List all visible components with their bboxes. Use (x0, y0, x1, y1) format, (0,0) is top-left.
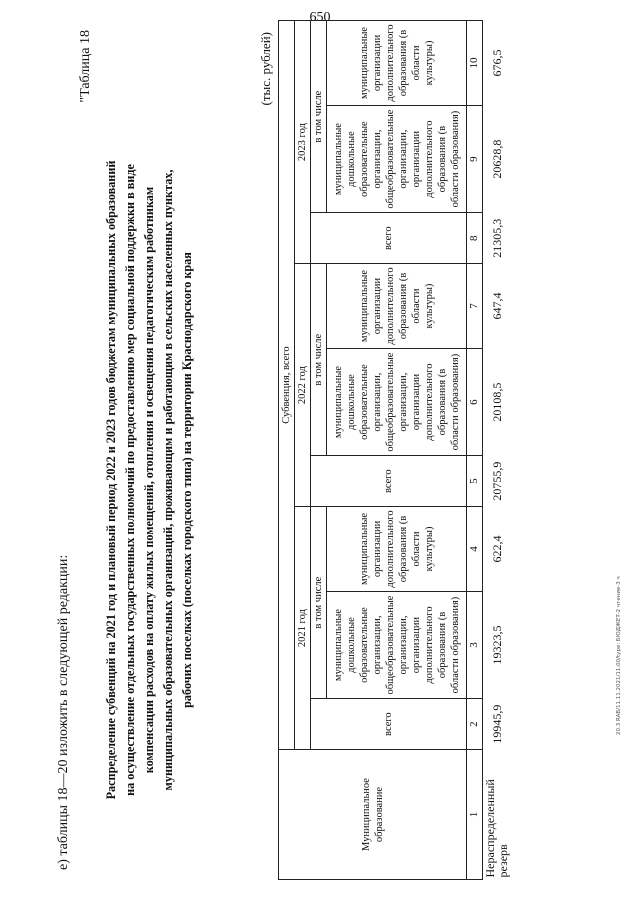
header-culture-2022: муниципальные организации дополнительного образования (в области культуры) (327, 264, 467, 349)
header-year-2021: 2021 год (295, 507, 311, 750)
col-number: 1 (467, 750, 483, 880)
col-number: 9 (467, 105, 483, 212)
header-municipality: Муниципальное образование (279, 750, 467, 880)
rotated-page (50, 20, 610, 880)
units-label: (тыс. рублей) (258, 32, 273, 106)
row-value: 20628,8 (489, 139, 504, 179)
header-including-2021: в том числе (311, 507, 327, 699)
row-value: 647,4 (489, 292, 504, 320)
row-value: 21305,3 (489, 218, 504, 258)
header-including-2022: в том числе (311, 264, 327, 456)
row-value: 622,4 (489, 535, 504, 563)
intro-line: е) таблицы 18—20 изложить в следующей редакции: (56, 554, 71, 870)
table-heading: Распределение субвенций на 2021 год и плановый период 2022 и 2023 годов бюджетам муниципальных образований на осуществление отдельных государственных полномочий по предоставлению мер социальной поддержки в виде компенсации расходов на оплату жилых помещений, отопления и освещения педагогическим работникам муниципальных образовательных организаций, проживающим и работающим в сельских населенных пунктах, рабочих поселках (поселках городского типа) на территории Краснодарского края (104, 160, 194, 800)
header-subvention-total: Субвенция, всего (279, 21, 295, 750)
header-row-1 (279, 21, 295, 880)
header-culture-2023: муниципальные организации дополнительного образования (в области культуры) (327, 21, 467, 106)
col-number: 5 (467, 456, 483, 507)
row-value: 676,5 (489, 49, 504, 77)
header-year-2023: 2023 год (295, 21, 311, 264)
col-number: 3 (467, 591, 483, 698)
header-total-2023: всего (311, 213, 467, 264)
row-value: 20108,5 (489, 382, 504, 422)
header-total-2021: всего (311, 699, 467, 750)
row-value: 20755,9 (489, 461, 504, 501)
row-name: Нераспределенный резерв (483, 779, 510, 878)
header-education-2022: муниципальные дошкольные образовательные организации, общеобразовательные организации, организации дополнительного образования (в области образования) (327, 348, 467, 455)
col-number: 7 (467, 264, 483, 349)
col-number: 2 (467, 699, 483, 750)
subvention-table (278, 20, 511, 880)
col-number: 4 (467, 507, 483, 592)
header-education-2023: муниципальные дошкольные образовательные организации, общеобразовательные организации, организации дополнительного образования (в области образования) (327, 105, 467, 212)
header-education-2021: муниципальные дошкольные образовательные организации, общеобразовательные организации, организации дополнительного образования (в области образования) (327, 591, 467, 698)
page-number: 650 (309, 10, 331, 25)
col-number: 8 (467, 213, 483, 264)
header-year-2022: 2022 год (295, 264, 311, 507)
column-number-row (467, 21, 483, 880)
header-total-2022: всего (311, 456, 467, 507)
table-row (483, 21, 512, 880)
row-value: 19945,9 (489, 704, 504, 744)
col-number: 10 (467, 21, 483, 106)
row-value: 19323,5 (489, 625, 504, 665)
col-number: 6 (467, 348, 483, 455)
table-label: "Таблица 18 (78, 30, 93, 103)
header-including-2023: в том числе (311, 21, 327, 213)
side-stamp: 20.3 RAB/11.11.2021/11:00/type: БЮДЖЕТ-2 чтение-3 ч (616, 576, 622, 735)
header-culture-2021: муниципальные организации дополнительного образования (в области культуры) (327, 507, 467, 592)
